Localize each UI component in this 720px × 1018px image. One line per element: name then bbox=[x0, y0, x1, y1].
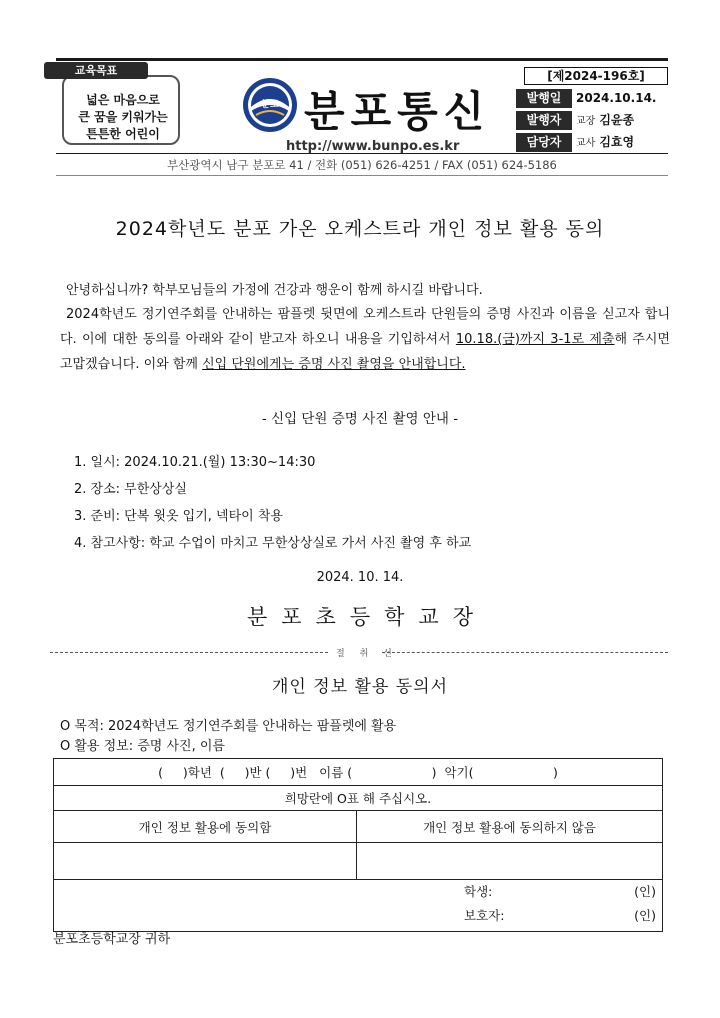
table-row bbox=[54, 759, 663, 786]
greeting-paragraph: 안녕하십니까? 학부모님들의 가정에 건강과 행운이 함께 하시길 바랍니다. bbox=[66, 283, 483, 298]
list-item: 3. 준비: 단복 윗옷 입기, 넥타이 착용 bbox=[74, 509, 283, 524]
publisher-name: 김윤종 bbox=[599, 113, 635, 127]
addressee: 분포초등학교장 귀하 bbox=[53, 932, 171, 947]
motto-line-3: 튼튼한 어린이 bbox=[86, 127, 160, 141]
agree-header: 개인 정보 활용에 동의함 bbox=[54, 811, 357, 843]
cut-line-left bbox=[50, 652, 328, 653]
student-info-text: ( )학년 ( )반 ( )번 이름 ( ) 악기( ) bbox=[158, 765, 558, 780]
body-text-a: 2024학년도 정기연주회를 안내하는 팜플렛 뒷면에 오케스트라 단원들의 증명 사진과 이름을 싣고자 합니다. 이에 대한 동의를 아래와 같이 받고자 하오니 내용을 기입하셔서 bbox=[60, 307, 670, 347]
deadline-text: 10.18.(금)까지 3-1로 제출 bbox=[455, 332, 615, 347]
school-url[interactable]: http://www.bunpo.es.kr bbox=[286, 139, 460, 154]
photo-guide-heading: - 신입 단원 증명 사진 촬영 안내 - bbox=[261, 411, 459, 427]
signature-cell bbox=[54, 880, 663, 932]
school-logo bbox=[242, 77, 298, 133]
list-item: 4. 참고사항: 학교 수업이 마치고 무한상상실로 가서 사진 촬영 후 하교 bbox=[74, 536, 472, 551]
parent-signature-line[interactable] bbox=[60, 904, 656, 928]
manager-label: 담당자 bbox=[516, 133, 572, 152]
publisher-row bbox=[516, 111, 668, 131]
header-divider bbox=[56, 175, 668, 176]
body-text-b: 해 주시면 고맙겠습니다. 이와 함께 bbox=[60, 332, 670, 372]
publisher-value bbox=[576, 111, 634, 131]
issue-number: [제2024-196호] bbox=[524, 67, 668, 85]
student-signature-line[interactable] bbox=[60, 880, 656, 904]
education-goal-box bbox=[62, 75, 180, 145]
parent-seal: (인) bbox=[634, 908, 656, 923]
newsletter-title: 분포통신 bbox=[304, 87, 491, 136]
school-address: 부산광역시 남구 분포로 41 / 전화 (051) 626-4251 / FAX (051) 624-5186 bbox=[167, 158, 557, 172]
manager-role: 교사 bbox=[576, 138, 596, 149]
parent-sign-label: 보호자: bbox=[464, 908, 505, 923]
published-row bbox=[516, 89, 668, 109]
notice-title: 2024학년도 분포 가온 오케스트라 개인 정보 활용 동의 bbox=[115, 218, 605, 240]
cut-line-right bbox=[382, 652, 668, 653]
cut-line bbox=[50, 646, 668, 658]
consent-form-title: 개인 정보 활용 동의서 bbox=[271, 677, 448, 697]
cut-line-label: 절 취 선 bbox=[336, 649, 398, 659]
student-info-field[interactable] bbox=[54, 759, 663, 786]
student-seal: (인) bbox=[634, 884, 656, 899]
motto-line-1: 넓은 마음으로 bbox=[86, 93, 160, 107]
consent-table bbox=[53, 758, 663, 932]
instruction-cell: 희망란에 O표 해 주십시오. bbox=[54, 786, 663, 811]
table-row bbox=[54, 880, 663, 932]
disagree-checkbox-cell[interactable] bbox=[357, 843, 663, 880]
published-label: 발행일 bbox=[516, 89, 572, 108]
list-item: 1. 일시: 2024.10.21.(월) 13:30~14:30 bbox=[74, 455, 316, 470]
body-paragraph bbox=[60, 302, 670, 377]
table-row bbox=[54, 843, 663, 880]
agree-checkbox-cell[interactable] bbox=[54, 843, 357, 880]
photo-guide-list bbox=[74, 449, 471, 557]
purpose-line: O 목적: 2024학년도 정기연주회를 안내하는 팜플렛에 활용 bbox=[60, 719, 397, 734]
table-row bbox=[54, 811, 663, 843]
manager-name: 김효영 bbox=[599, 135, 635, 149]
published-value: 2024.10.14. bbox=[576, 91, 657, 105]
publisher-role: 교장 bbox=[576, 116, 596, 127]
education-goal-tag: 교육목표 bbox=[44, 62, 148, 79]
list-item: 2. 장소: 무한상상실 bbox=[74, 482, 187, 497]
school-principal: 분포초등학교장 bbox=[246, 605, 487, 629]
info-line: O 활용 정보: 증명 사진, 이름 bbox=[60, 739, 225, 754]
notice-date: 2024. 10. 14. bbox=[316, 570, 404, 585]
disagree-header: 개인 정보 활용에 동의하지 않음 bbox=[357, 811, 663, 843]
motto-line-2: 큰 꿈을 키워가는 bbox=[78, 110, 168, 124]
student-sign-label: 학생: bbox=[464, 884, 493, 899]
logo-text: 분포 bbox=[261, 100, 279, 110]
manager-value bbox=[576, 133, 634, 153]
manager-row bbox=[516, 133, 668, 153]
photo-notice-text: 신입 단원에게는 증명 사진 촬영을 안내합니다. bbox=[202, 357, 466, 372]
publisher-label: 발행자 bbox=[516, 111, 572, 130]
table-row bbox=[54, 786, 663, 811]
